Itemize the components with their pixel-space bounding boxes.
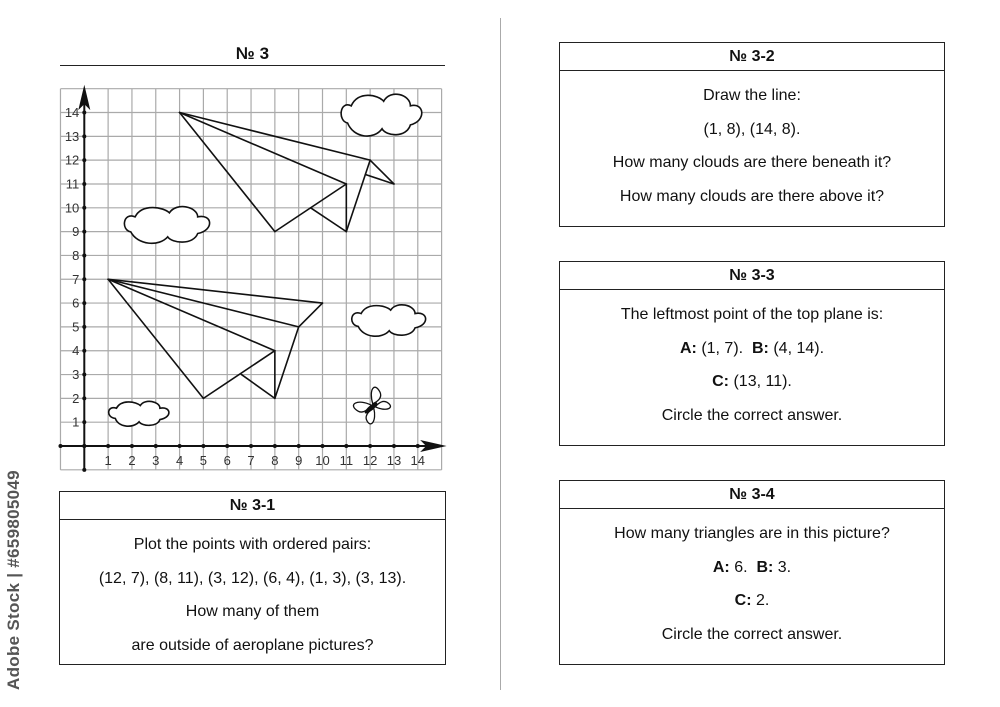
y-tick-dot: [82, 253, 86, 257]
coordinate-grid: [0, 0, 500, 490]
bottom-plane-edge: [242, 375, 275, 399]
y-tick-label: 10: [64, 200, 80, 216]
y-tick-label: 4: [72, 343, 80, 359]
x-tick-label: 12: [362, 453, 378, 468]
task-line: How many of them: [185, 603, 320, 620]
x-tick-dot: [416, 444, 420, 448]
x-tick-label: 14: [410, 453, 426, 468]
y-tick-label: 14: [64, 105, 80, 121]
option-c-value: (13, 11).: [733, 373, 792, 390]
task-line: The leftmost point of the top plane is:: [620, 306, 884, 323]
task-line: How many triangles are in this picture?: [614, 525, 890, 542]
task-line: (12, 7), (8, 11), (3, 12), (6, 4), (1, 3), (3, 13).: [98, 569, 407, 587]
x-tick-dot: [178, 444, 182, 448]
x-tick-label: 2: [128, 453, 136, 468]
x-tick-dot: [201, 444, 205, 448]
bottom-plane-edge: [275, 327, 299, 398]
y-tick-dot: [82, 182, 86, 186]
x-tick-label: 10: [315, 453, 330, 468]
y-tick-dot: [82, 396, 86, 400]
answer-option-c: [560, 584, 944, 618]
answer-option-c: [560, 365, 944, 399]
y-tick-dot: [82, 420, 86, 424]
cloud-icon: [352, 305, 426, 336]
y-tick-dot: [82, 349, 86, 353]
option-a-value: (1, 7).: [701, 339, 744, 357]
x-tick-label: 4: [175, 453, 184, 468]
x-tick-dot: [392, 444, 396, 448]
option-a-value: 6.: [734, 558, 748, 576]
option-c-value: 2.: [756, 592, 770, 609]
option-b-label: B:: [752, 339, 769, 357]
task-header: № 3-4: [560, 481, 944, 509]
worksheet-title: № 3: [235, 44, 270, 63]
x-tick-label: 8: [271, 453, 279, 468]
x-tick-dot: [297, 444, 301, 448]
y-tick-label: 5: [72, 319, 80, 335]
x-tick-label: 6: [223, 453, 231, 468]
task-3-2-box: [559, 42, 945, 227]
x-tick-dot: [130, 444, 134, 448]
y-tick-dot: [82, 158, 86, 162]
task-line: Circle the correct answer.: [661, 625, 843, 643]
x-tick-label: 3: [152, 453, 160, 468]
cloud-icon: [124, 207, 209, 244]
y-tick-dot: [82, 444, 86, 448]
option-b-value: 3.: [777, 558, 792, 576]
y-tick-label: 7: [72, 271, 80, 287]
y-tick-label: 3: [72, 367, 80, 383]
x-tick-dot: [273, 444, 277, 448]
task-3-1-box: [59, 491, 446, 665]
x-tick-dot: [154, 444, 158, 448]
task-line: (1, 8), (14, 8).: [703, 120, 801, 138]
y-tick-label: 13: [64, 128, 80, 144]
y-tick-label: 2: [72, 390, 80, 406]
y-tick-label: 11: [65, 176, 80, 192]
task-line: How many clouds are there beneath it?: [612, 154, 892, 171]
x-tick-dot: [106, 444, 110, 448]
x-tick-dot: [225, 444, 229, 448]
x-tick-label: 7: [247, 453, 255, 468]
x-tick-dot: [321, 444, 325, 448]
y-tick-dot: [82, 373, 86, 377]
task-3-3-box: [559, 261, 945, 446]
option-c-label: C:: [734, 592, 752, 609]
task-header: № 3-3: [560, 262, 944, 290]
y-tick-label: 9: [72, 224, 80, 240]
top-plane-edge: [346, 160, 370, 231]
answer-options-ab: [560, 332, 944, 366]
y-tick-label: 12: [64, 152, 80, 168]
x-tick-dot: [58, 444, 62, 448]
x-tick-dot: [249, 444, 253, 448]
x-tick-label: 9: [295, 453, 303, 468]
butterfly-icon: [352, 386, 392, 426]
y-tick-dot: [82, 111, 86, 115]
y-tick-dot: [82, 301, 86, 305]
x-tick-label: 1: [104, 453, 112, 468]
y-tick-dot: [82, 277, 86, 281]
x-tick-dot: [368, 444, 372, 448]
option-c-label: C:: [712, 373, 730, 390]
x-tick-label: 13: [386, 453, 402, 468]
y-tick-dot: [82, 230, 86, 234]
stock-id-label: Adobe Stock | #659805049: [4, 470, 23, 690]
y-tick-dot: [82, 468, 86, 472]
task-header: № 3-1: [60, 492, 445, 520]
top-plane-edge: [311, 208, 347, 232]
task-line: Draw the line:: [703, 87, 801, 104]
option-b-label: B:: [756, 558, 774, 576]
y-tick-dot: [82, 325, 86, 329]
page-divider: [500, 18, 501, 690]
option-a-label: A:: [712, 558, 730, 576]
bottom-plane-edge: [108, 279, 322, 303]
cloud-icon: [341, 94, 422, 136]
task-line: Circle the correct answer.: [661, 406, 843, 424]
option-a-label: A:: [679, 339, 697, 357]
option-b-value: (4, 14).: [773, 339, 825, 357]
task-line: Plot the points with ordered pairs:: [133, 536, 372, 553]
y-tick-dot: [82, 206, 86, 210]
task-3-4-box: [559, 480, 945, 665]
bottom-plane-edge: [299, 303, 323, 327]
x-tick-label: 11: [339, 453, 354, 468]
answer-options-ab: [560, 551, 944, 585]
y-tick-label: 8: [72, 247, 80, 263]
y-tick-label: 6: [72, 295, 80, 311]
y-tick-dot: [82, 134, 86, 138]
x-tick-label: 5: [199, 453, 208, 468]
task-header: № 3-2: [560, 43, 944, 71]
x-tick-dot: [344, 444, 348, 448]
task-line: are outside of aeroplane pictures?: [131, 636, 374, 654]
y-tick-label: 1: [72, 414, 80, 430]
task-line: How many clouds are there above it?: [619, 187, 885, 205]
